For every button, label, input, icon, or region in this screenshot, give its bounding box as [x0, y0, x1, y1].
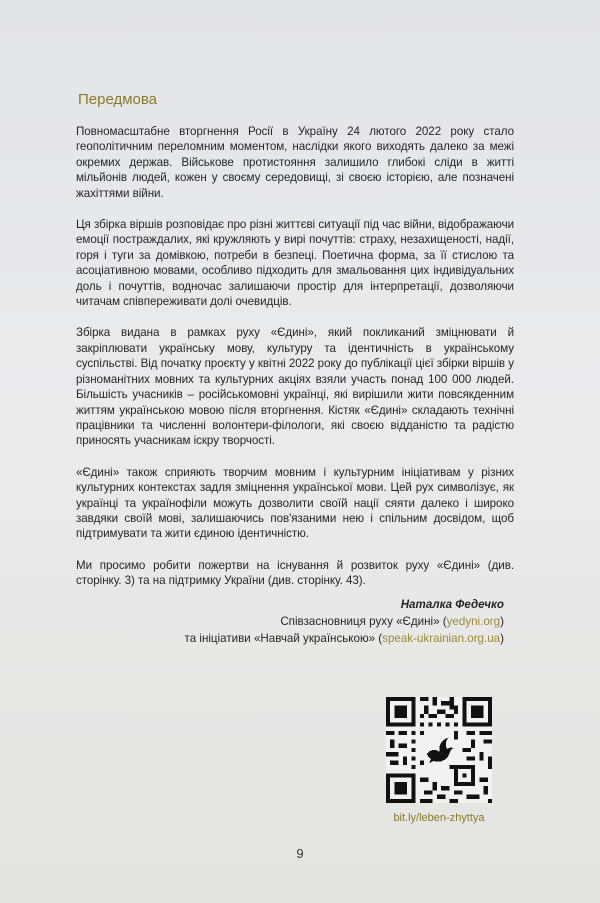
paragraph-5: Ми просимо робити пожертви на існування й розвиток руху «Єдині» (див. сторінку. 3) та на підтримку України (див. сторінку. 43).	[76, 558, 514, 588]
role-1-close: )	[500, 615, 504, 628]
dove-icon	[424, 735, 454, 765]
role-1-text: Співзасновниця руху «Єдині» (	[280, 615, 447, 628]
qr-code[interactable]	[386, 697, 492, 803]
qr-code-graphic	[386, 697, 492, 803]
author-role-line-2	[185, 630, 504, 647]
signature-block	[185, 596, 504, 647]
yedyni-link[interactable]: yedyni.org	[446, 615, 501, 628]
page-title: Передмова	[78, 91, 158, 108]
page-number: 9	[296, 846, 304, 861]
author-name: Наталка Федечко	[400, 598, 504, 611]
paragraph-3: Збірка видана в рамках руху «Єдині», який покликаний зміцнювати й закріплювати українську мову, культуру та ідентичність в українському суспільстві. Від початку проєкту у квітні 2022 року до публікації цієї збірки віршів у різноманітних мовних та культурних акціях взяли участь понад 100 000 людей. Більшість учасників – російськомовні українці, які вирішили жити повсякденним життям українською мовою після вторгнення. Кістяк «Єдині» складають технічні працівники та численні волонтери-філологи, які своєю відданістю та радістю приносять учасникам іскру творчості.	[76, 326, 514, 448]
paragraph-2: Ця збірка віршів розповідає про різні життєві ситуації під час війни, відображаючи емоції постраждалих, які кружляють у вирі почуттів: страху, незахищеності, надії, горя і туги за домівкою, потреби в безпеці. Поетична форма, за її стислою та асоціативною мовами, особливо підходить для змальовання цих індивідуальних доль і почуттів, водночас залишаючи простір для інтерпретації, дозволяючи читачам співпереживати долі очевидців.	[76, 218, 514, 309]
author-role-line-1	[185, 613, 504, 630]
qr-link-caption[interactable]: bit.ly/leben-zhyttya	[393, 812, 485, 824]
speak-ukrainian-link[interactable]: speak-ukrainian.org.ua	[382, 632, 501, 645]
role-2-text: та ініціативи «Навчай українською» (	[184, 632, 383, 645]
preface-body	[76, 124, 514, 605]
paragraph-4: «Єдині» також сприяють творчим мовним і культурним ініціативам у різних культурних контекстах задля зміцнення української мови. Цей рух символізує, як українці та українофіли можуть дозволити своїй нації сяяти далеко і широко завдяки своїй мові, залишаючись пов'язаними нею і спільним досвідом, щоб підтримувати та жити єдиною ідентичністю.	[76, 465, 514, 541]
role-2-close: )	[500, 632, 504, 645]
paragraph-1: Повномасштабне вторгнення Росії в Україну 24 лютого 2022 року стало геополітичним переломним моментом, наслідки якого виходять далеко за межі окремих держав. Військове протистояння залишило глибокі сліди в житті мільйонів людей, кожен у своєму середовищі, зі своєю історією, але позначені жахіттями війни.	[76, 125, 514, 200]
